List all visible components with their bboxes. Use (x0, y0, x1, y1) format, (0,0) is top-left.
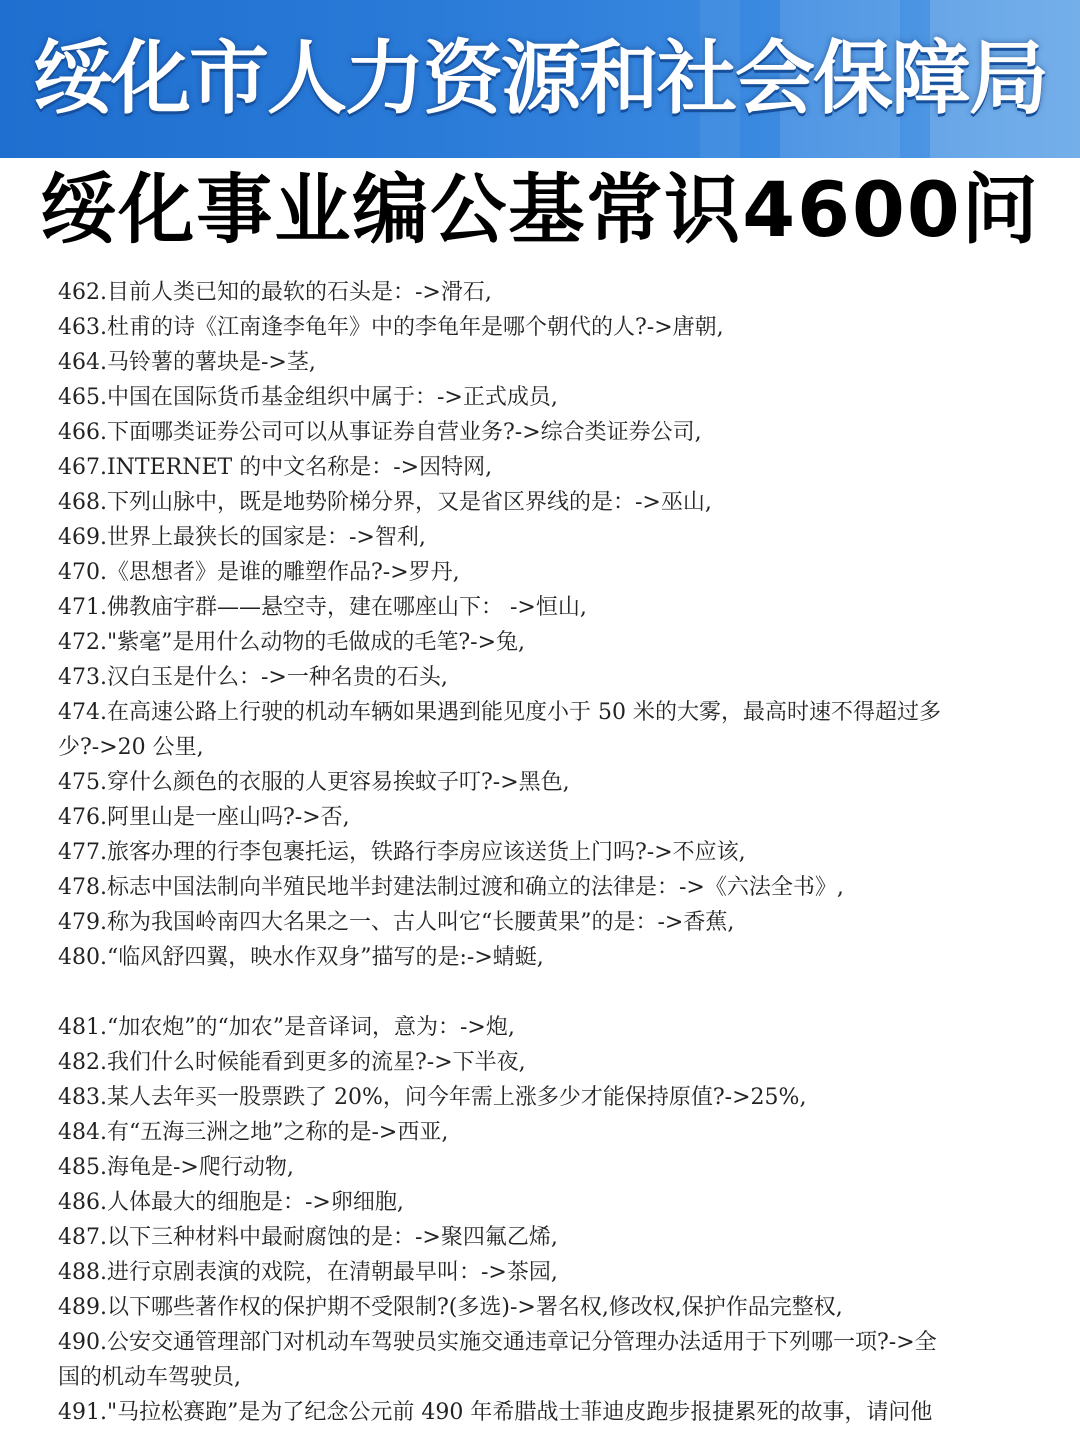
question-line: 464.马铃薯的薯块是->茎, (58, 350, 316, 375)
question-line: 477.旅客办理的行李包裹托运，铁路行李房应该送货上门吗?->不应该, (58, 840, 746, 865)
question-line: 少?->20 公里, (58, 735, 204, 760)
question-line: 491."马拉松赛跑”是为了纪念公元前 490 年希腊战士菲迪皮跑步报捷累死的故事，请问他 (58, 1400, 933, 1425)
question-line: 475.穿什么颜色的衣服的人更容易挨蚊子叮?->黑色, (58, 770, 570, 795)
question-line: 465.中国在国际货币基金组织中属于：->正式成员, (58, 385, 558, 410)
question-line: 国的机动车驾驶员, (58, 1365, 241, 1390)
question-line: 469.世界上最狭长的国家是：->智利, (58, 525, 426, 550)
question-line: 478.标志中国法制向半殖民地半封建法制过渡和确立的法律是：->《六法全书》, (58, 875, 844, 900)
question-line: 472."紫毫”是用什么动物的毛做成的毛笔?->兔, (58, 630, 526, 655)
question-line: 462.目前人类已知的最软的石头是：->滑石, (58, 280, 492, 305)
question-line: 463.杜甫的诗《江南逢李龟年》中的李龟年是哪个朝代的人?->唐朝, (58, 315, 724, 340)
question-line: 487.以下三种材料中最耐腐蚀的是：->聚四氟乙烯, (58, 1225, 558, 1250)
question-line: 482.我们什么时候能看到更多的流星?->下半夜, (58, 1050, 526, 1075)
question-line: 489.以下哪些著作权的保护期不受限制?(多选)->署名权,修改权,保护作品完整权, (58, 1295, 843, 1320)
question-line: 474.在高速公路上行驶的机动车辆如果遇到能见度小于 50 米的大雾，最高时速不得超过多 (58, 700, 941, 725)
question-line: 480.“临风舒四翼，映水作双身”描写的是:->蜻蜓, (58, 945, 544, 970)
question-line: 485.海龟是->爬行动物, (58, 1155, 294, 1180)
page-subtitle: 绥化事业编公基常识4600问 (40, 165, 1040, 254)
question-line: 490.公安交通管理部门对机动车驾驶员实施交通违章记分管理办法适用于下列哪一项?->全 (58, 1330, 937, 1355)
question-line: 488.进行京剧表演的戏院，在清朝最早叫：->茶园, (58, 1260, 558, 1285)
question-line: 483.某人去年买一股票跌了 20%，问今年需上涨多少才能保持原值?->25%, (58, 1085, 807, 1110)
blank-line (58, 975, 1008, 1010)
banner-title: 绥化市人力资源和社会保障局 (33, 32, 1047, 125)
question-line: 481.“加农炮”的“加农”是音译词，意为：->炮, (58, 1015, 515, 1040)
header-banner (0, 0, 1080, 158)
question-line: 479.称为我国岭南四大名果之一、古人叫它“长腰黄果”的是：->香蕉, (58, 910, 735, 935)
question-line: 466.下面哪类证券公司可以从事证券自营业务?->综合类证券公司, (58, 420, 702, 445)
question-line: 467.INTERNET 的中文名称是：->因特网, (58, 455, 493, 480)
question-line: 471.佛教庙宇群——悬空寺，建在哪座山下： ->恒山, (58, 595, 587, 620)
question-line: 468.下列山脉中，既是地势阶梯分界，又是省区界线的是：->巫山, (58, 490, 712, 515)
question-line: 484.有“五海三洲之地”之称的是->西亚, (58, 1120, 449, 1145)
question-list (58, 275, 1008, 1430)
question-line: 476.阿里山是一座山吗?->否, (58, 805, 350, 830)
question-line: 486.人体最大的细胞是：->卵细胞, (58, 1190, 404, 1215)
question-line: 473.汉白玉是什么：->一种名贵的石头, (58, 665, 448, 690)
question-line: 470.《思想者》是谁的雕塑作品?->罗丹, (58, 560, 460, 585)
